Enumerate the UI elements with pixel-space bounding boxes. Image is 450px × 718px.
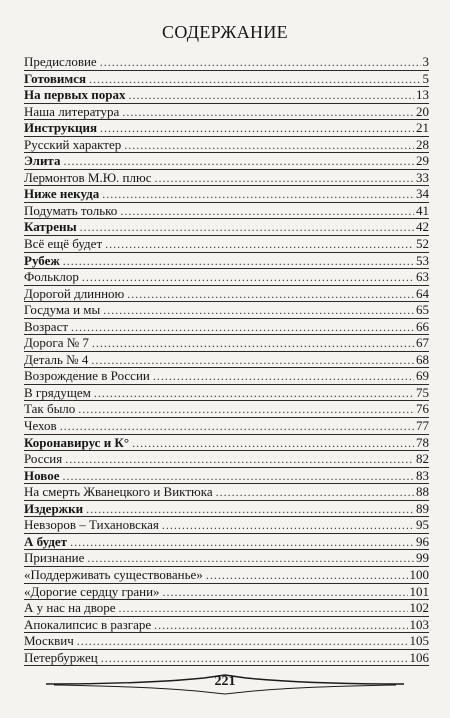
- toc-entry-title: Всё ещё будет: [24, 236, 103, 252]
- toc-entry-page: 96: [416, 533, 429, 549]
- dot-leader: [63, 468, 415, 485]
- dot-leader: [87, 550, 414, 567]
- toc-entry-title: Русский характер: [24, 136, 122, 152]
- toc-entry: [24, 451, 429, 468]
- toc-entry-title: Катрены: [24, 219, 77, 235]
- dot-leader: [70, 534, 414, 551]
- toc-entry: [24, 418, 429, 435]
- toc-entry: [24, 186, 429, 203]
- dot-leader: [163, 584, 408, 601]
- toc-entry-title: Возраст: [24, 318, 69, 334]
- toc-entry-page: 69: [416, 368, 429, 384]
- toc-entry: [24, 534, 429, 551]
- toc-entry-page: 77: [416, 418, 429, 434]
- toc-entry: [24, 385, 429, 402]
- toc-entry-page: 3: [422, 54, 429, 69]
- toc-entry: [24, 335, 429, 352]
- toc-entry-title: Коронавирус и К°: [24, 434, 130, 450]
- toc-entry: [24, 352, 429, 369]
- dot-leader: [94, 385, 414, 402]
- toc-entry-page: 63: [416, 269, 429, 285]
- page-number: 221: [214, 674, 236, 689]
- dot-leader: [119, 600, 408, 617]
- toc-entry-title: Невзоров – Тихановская: [24, 517, 159, 533]
- dot-leader: [101, 650, 408, 667]
- dot-leader: [63, 253, 414, 270]
- toc-entry-page: 100: [409, 566, 429, 582]
- toc-entry: [24, 153, 429, 170]
- toc-entry-title: На смерть Жванецкого и Виктюка: [24, 484, 213, 500]
- toc-entry: [24, 468, 429, 485]
- toc-entry: [24, 269, 429, 286]
- toc-entry: [24, 87, 429, 104]
- dot-leader: [89, 71, 420, 88]
- toc-entry-title: Готовимся: [24, 70, 87, 86]
- toc-entry-title: Деталь № 4: [24, 351, 89, 367]
- dot-leader: [63, 153, 414, 170]
- dot-leader: [100, 54, 421, 71]
- toc-entry: [24, 650, 429, 667]
- toc-entry-page: 78: [416, 434, 429, 450]
- toc-entry-page: 5: [422, 70, 429, 86]
- toc-entry: [24, 550, 429, 567]
- toc-entry: [24, 71, 429, 88]
- dot-leader: [86, 501, 414, 518]
- toc-entry-page: 52: [416, 236, 429, 252]
- toc-entry: [24, 302, 429, 319]
- toc-entry-title: Апокалипсис в разгаре: [24, 616, 152, 632]
- toc-entry-page: 66: [416, 318, 429, 334]
- toc-entry-title: «Поддерживать существованье»: [24, 566, 203, 582]
- toc-entry-page: 65: [416, 302, 429, 318]
- dot-leader: [78, 401, 414, 418]
- toc-entry-title: Элита: [24, 153, 61, 169]
- toc-entry-page: 29: [416, 153, 429, 169]
- dot-leader: [127, 286, 414, 303]
- toc-entry-title: Дорогой длинною: [24, 285, 125, 301]
- toc-entry: [24, 617, 429, 634]
- toc-entry: [24, 368, 429, 385]
- toc-entry-page: 75: [416, 384, 429, 400]
- toc-entry-page: 76: [416, 401, 429, 417]
- toc-entry-page: 67: [416, 335, 429, 351]
- toc-entry: [24, 219, 429, 236]
- toc-entry: [24, 137, 429, 154]
- toc-entry-page: 102: [409, 600, 429, 616]
- toc-entry-page: 83: [416, 467, 429, 483]
- dot-leader: [105, 236, 414, 253]
- toc-entry: [24, 517, 429, 534]
- dot-leader: [154, 617, 407, 634]
- toc-entry-title: Петербуржец: [24, 649, 98, 665]
- toc-entry-title: Издержки: [24, 500, 84, 516]
- toc-entry-page: 88: [416, 484, 429, 500]
- page-title: СОДЕРЖАНИЕ: [162, 22, 288, 42]
- toc-entry-title: Наша литература: [24, 103, 120, 119]
- dot-leader: [206, 567, 408, 584]
- toc-entry-title: Признание: [24, 550, 85, 566]
- dot-leader: [120, 203, 414, 220]
- dot-leader: [80, 219, 414, 236]
- toc-entry-title: Лермонтов М.Ю. плюс: [24, 169, 152, 185]
- toc-entry: [24, 584, 429, 601]
- dot-leader: [132, 435, 414, 452]
- dot-leader: [129, 87, 415, 104]
- toc-entry: [24, 401, 429, 418]
- toc-entry: [24, 286, 429, 303]
- toc-entry-title: Предисловие: [24, 54, 97, 69]
- dot-leader: [60, 418, 414, 435]
- toc-entry-title: Возрождение в России: [24, 368, 150, 384]
- dot-leader: [124, 137, 414, 154]
- dot-leader: [77, 633, 408, 650]
- dot-leader: [162, 517, 414, 534]
- toc-entry-page: 105: [409, 633, 429, 649]
- toc-entry-title: А будет: [24, 533, 68, 549]
- dot-leader: [122, 104, 414, 121]
- toc-entry: [24, 484, 429, 501]
- toc-entry: [24, 600, 429, 617]
- toc-entry: [24, 170, 429, 187]
- toc-entry: [24, 54, 429, 71]
- toc-entry-page: 33: [416, 169, 429, 185]
- toc-entry: [24, 633, 429, 650]
- toc-entry-page: 53: [416, 252, 429, 268]
- dot-leader: [91, 352, 414, 369]
- toc-entry-page: 42: [416, 219, 429, 235]
- toc-entry: [24, 501, 429, 518]
- toc-entry-page: 101: [409, 583, 429, 599]
- toc-entry-title: Инструкция: [24, 120, 97, 136]
- toc-entry-page: 68: [416, 351, 429, 367]
- toc-entry-title: Дорога № 7: [24, 335, 89, 351]
- dot-leader: [71, 319, 414, 336]
- toc-entry-title: Чехов: [24, 418, 57, 434]
- toc-entry-page: 103: [409, 616, 429, 632]
- dot-leader: [153, 368, 414, 385]
- toc-entry-title: Так было: [24, 401, 76, 417]
- toc-entry-page: 41: [416, 202, 429, 218]
- dot-leader: [103, 302, 414, 319]
- dot-leader: [82, 269, 414, 286]
- toc-entry-title: Новое: [24, 467, 60, 483]
- toc-entry-title: «Дорогие сердцу грани»: [24, 583, 160, 599]
- toc-entry: [24, 120, 429, 137]
- toc-entry-page: 28: [416, 136, 429, 152]
- page-footer: [44, 672, 406, 696]
- toc-entry-title: Подумать только: [24, 202, 118, 218]
- toc-entry-page: 34: [416, 186, 429, 202]
- toc-entry-title: Россия: [24, 451, 63, 467]
- toc-entry-title: А у нас на дворе: [24, 600, 116, 616]
- toc-entry-title: Ниже некуда: [24, 186, 100, 202]
- toc-entry-page: 106: [409, 649, 429, 665]
- toc-entry: [24, 319, 429, 336]
- dot-leader: [65, 451, 414, 468]
- toc-entry-title: В грядущем: [24, 384, 91, 400]
- toc-entry-title: Госдума и мы: [24, 302, 101, 318]
- toc-entry-title: Фольклор: [24, 269, 79, 285]
- toc-entry: [24, 253, 429, 270]
- toc-entry-page: 13: [416, 87, 429, 103]
- toc-entry-page: 89: [416, 500, 429, 516]
- dot-leader: [102, 186, 414, 203]
- toc-entry-page: 20: [416, 103, 429, 119]
- toc-entry-page: 95: [416, 517, 429, 533]
- table-of-contents: [24, 54, 429, 666]
- toc-entry: [24, 567, 429, 584]
- toc-entry-title: Москвич: [24, 633, 74, 649]
- toc-entry-title: На первых порах: [24, 87, 126, 103]
- toc-entry-page: 99: [416, 550, 429, 566]
- toc-entry: [24, 435, 429, 452]
- dot-leader: [154, 170, 414, 187]
- dot-leader: [92, 335, 414, 352]
- toc-entry: [24, 236, 429, 253]
- dot-leader: [216, 484, 414, 501]
- toc-entry-page: 21: [416, 120, 429, 136]
- toc-entry: [24, 203, 429, 220]
- toc-entry-title: Рубеж: [24, 252, 60, 268]
- dot-leader: [100, 120, 414, 137]
- toc-entry-page: 82: [416, 451, 429, 467]
- toc-entry-page: 64: [416, 285, 429, 301]
- toc-entry: [24, 104, 429, 121]
